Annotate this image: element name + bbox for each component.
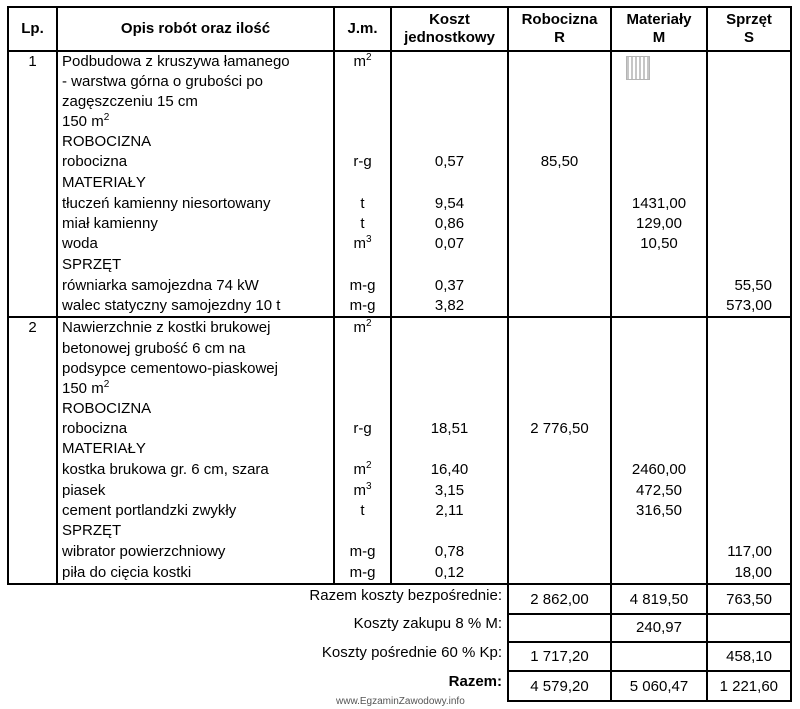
summary-indirect-R: 1 717,20	[530, 648, 589, 665]
pos1-s1-price: 0,37	[434, 277, 465, 294]
summary-total-S: 1 221,60	[719, 678, 778, 695]
header-jm: J.m.	[347, 20, 378, 37]
pos2-s2-S: 18,00	[734, 564, 772, 581]
pos2-s2-name: piła do cięcia kostki	[62, 564, 192, 581]
summary-direct-label: Razem koszty bezpośrednie:	[309, 587, 502, 604]
pos1-m1-price: 9,54	[434, 195, 465, 212]
summary-direct-S: 763,50	[726, 591, 772, 608]
col-line-right	[790, 6, 792, 702]
summary-purchase-label: Koszty zakupu 8 % M:	[353, 615, 502, 632]
pos1-m3-name: woda	[62, 235, 98, 252]
pos1-rob-unit: r-g	[353, 153, 372, 170]
pos1-m3-M: 10,50	[640, 235, 678, 252]
pos1-s2-S: 573,00	[726, 297, 772, 314]
pos1-rob-name: robocizna	[62, 153, 128, 170]
pos1-s1-name: równiarka samojezdna 74 kW	[62, 277, 259, 294]
header-mat-2: M	[652, 29, 666, 46]
pos1-rob-price: 0,57	[434, 153, 465, 170]
pos2-m3-name: cement portlandzki zwykły	[62, 502, 237, 519]
pos1-s2-price: 3,82	[434, 297, 465, 314]
summary-total-R: 4 579,20	[530, 678, 589, 695]
summary-direct-R: 2 862,00	[530, 591, 589, 608]
pos1-m3-unit: $m^3$	[353, 234, 372, 252]
summary-total-M: 5 060,47	[629, 678, 689, 695]
pos1-m1-name: tłuczeń kamienny niesortowany	[62, 195, 271, 212]
pos2-m3-M: 316,50	[636, 502, 682, 519]
pos2-s1-unit: m-g	[349, 543, 376, 560]
info-code-icon	[626, 56, 650, 80]
pos1-rob-R: 85,50	[540, 153, 579, 170]
watermark-text: www.EgzaminZawodowy.info	[336, 696, 465, 707]
pos2-rob-head: ROBOCIZNA	[62, 400, 152, 417]
pos1-unit: $m^2$	[353, 52, 372, 70]
pos1-m2-price: 0,86	[434, 215, 465, 232]
summary-total-label: Razem:	[448, 673, 502, 690]
pos2-s2-unit: m-g	[349, 564, 376, 581]
pos2-m2-price: 3,15	[434, 482, 465, 499]
summary-indirect-label: Koszty pośrednie 60 % Kp:	[321, 644, 502, 661]
pos2-s2-price: 0,12	[434, 564, 465, 581]
summary-line-3	[507, 670, 792, 672]
pos2-desc-1: Nawierzchnie z kostki brukowej	[62, 319, 271, 336]
pos2-lp: 2	[28, 319, 37, 336]
pos2-s1-S: 117,00	[727, 543, 772, 560]
pos2-m1-unit: $m^2$	[353, 460, 372, 478]
header-sprz-1: Sprzęt	[726, 11, 772, 28]
header-opis: Opis robót oraz ilość	[120, 20, 271, 37]
header-koszt-2: jednostkowy	[404, 29, 495, 46]
pos2-m1-price: 16,40	[430, 461, 469, 478]
pos1-lp: 1	[28, 53, 37, 70]
pos2-m2-M: 472,50	[636, 482, 682, 499]
pos1-m1-M: 1431,00	[631, 195, 687, 212]
pos2-m1-M: 2460,00	[631, 461, 687, 478]
pos2-m3-price: 2,11	[435, 502, 464, 519]
pos2-rob-unit: r-g	[353, 420, 372, 437]
pos1-desc-3: zagęszczeniu 15 cm	[62, 93, 198, 110]
pos2-sp-head: SPRZĘT	[62, 522, 122, 539]
summary-line-1	[507, 613, 792, 615]
pos2-m3-unit: t	[360, 502, 365, 519]
header-rob-1: Robocizna	[521, 11, 598, 28]
header-koszt-1: Koszt	[429, 11, 470, 28]
pos2-qty: 150 $m^2$	[62, 379, 110, 397]
pos1-sp-head: SPRZĘT	[62, 256, 122, 273]
pos2-desc-2: betonowej grubość 6 cm na	[62, 340, 246, 357]
pos1-desc-1: Podbudowa z kruszywa łamanego	[62, 53, 290, 70]
pos2-rob-name: robocizna	[62, 420, 128, 437]
pos1-mat-head: MATERIAŁY	[62, 174, 146, 191]
pos2-m2-name: piasek	[62, 482, 106, 499]
pos1-s1-S: 55,50	[734, 277, 772, 294]
pos2-mat-head: MATERIAŁY	[62, 440, 146, 457]
table-border-bottom	[7, 583, 792, 585]
summary-purchase-M: 240,97	[636, 619, 682, 636]
pos2-s1-name: wibrator powierzchniowy	[62, 543, 226, 560]
summary-line-4	[507, 700, 792, 702]
pos1-qty: 150 $m^2$	[62, 112, 110, 130]
summary-line-2	[507, 641, 792, 643]
summary-direct-M: 4 819,50	[629, 591, 689, 608]
pos2-rob-price: 18,51	[430, 420, 469, 437]
pos1-m3-price: 0,07	[434, 235, 465, 252]
pos1-m1-unit: t	[360, 195, 365, 212]
pos1-s2-unit: m-g	[349, 297, 376, 314]
pos2-m2-unit: $m^3$	[353, 481, 372, 499]
col-line-lp	[56, 6, 58, 585]
pos2-m1-name: kostka brukowa gr. 6 cm, szara	[62, 461, 269, 478]
pos2-rob-R: 2 776,50	[530, 420, 589, 437]
pos2-desc-3: podsypce cementowo-piaskowej	[62, 360, 278, 377]
header-rob-2: R	[554, 29, 565, 46]
header-lp: Lp.	[21, 20, 44, 37]
pos1-rob-head: ROBOCIZNA	[62, 133, 152, 150]
pos2-unit: $m^2$	[353, 318, 372, 336]
pos1-desc-2: - warstwa górna o grubości po	[62, 73, 263, 90]
pos2-s1-price: 0,78	[434, 543, 465, 560]
col-line-left	[7, 6, 9, 585]
header-sprz-2: S	[743, 29, 754, 46]
pos1-m2-name: miał kamienny	[62, 215, 158, 232]
pos1-s2-name: walec statyczny samojezdny 10 t	[62, 297, 281, 314]
header-mat-1: Materiały	[626, 11, 692, 28]
table-border-top	[7, 6, 792, 8]
pos1-m2-M: 129,00	[636, 215, 682, 232]
pos1-s1-unit: m-g	[349, 277, 376, 294]
pos1-m2-unit: t	[360, 215, 365, 232]
summary-indirect-S: 458,10	[726, 648, 772, 665]
